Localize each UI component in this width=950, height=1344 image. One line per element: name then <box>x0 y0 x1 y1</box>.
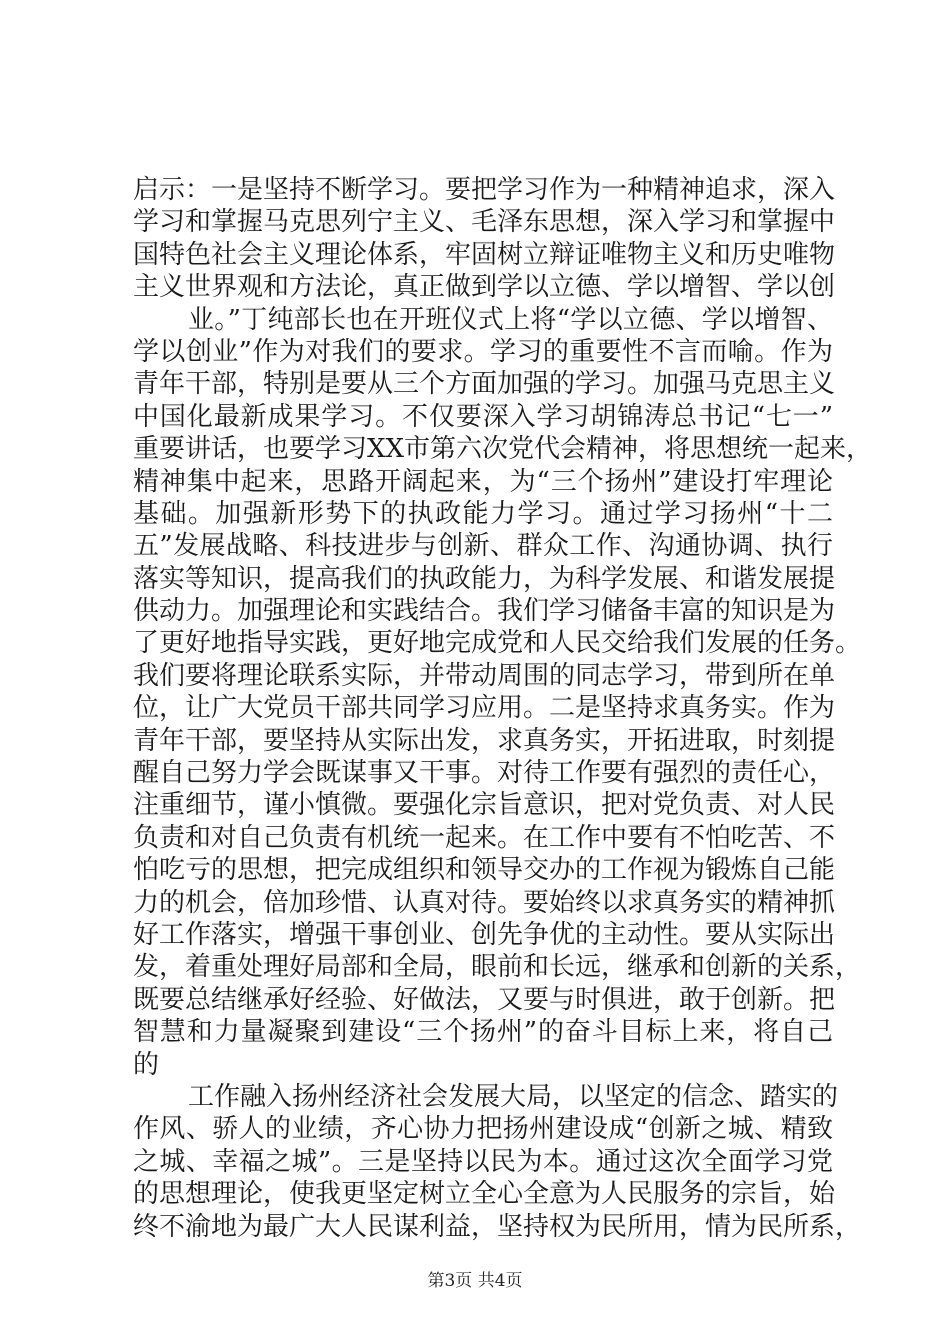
text-line: 终不渝地为最广大人民谋利益，坚持权为民所用，情为民所系， <box>133 1211 862 1242</box>
text-line: 启示：一是坚持不断学习。要把学习作为一种精神追求，深入 <box>133 175 836 205</box>
text-line: 供动力。加强理论和实践结合。我们学习储备丰富的知识是为 <box>133 596 836 627</box>
text-line: 作风、骄人的业绩，齐心协力把扬州建设成“创新之城、精致 <box>133 1114 833 1145</box>
text-line: 怕吃亏的思想，把完成组织和领导交办的工作视为锻炼自己能 <box>133 855 836 886</box>
text-line: 工作融入扬州经济社会发展大局，以坚定的信念、踏实的 <box>188 1081 839 1112</box>
text-line: 发，着重处理好局部和全局，眼前和长远，继承和创新的关系， <box>133 952 862 983</box>
text-line: 的 <box>133 1049 160 1080</box>
text-line: 基础。加强新形势下的执政能力学习。通过学习扬州“十二 <box>133 498 833 529</box>
body-text <box>133 174 873 1243</box>
text-line: 我们要将理论联系实际，并带动周围的同志学习，带到所在单 <box>133 660 836 691</box>
text-line: 好工作落实，增强干事创业、创先争优的主动性。要从实际出 <box>133 919 836 950</box>
text-line: 学以创业”作为对我们的要求。学习的重要性不言而喻。作为 <box>133 336 833 367</box>
text-line: 青年干部，特别是要从三个方面加强的学习。加强马克思主义 <box>133 369 836 400</box>
text-line: 位，让广大党员干部共同学习应用。二是坚持求真务实。作为 <box>133 693 836 724</box>
text-line: 负责和对自己负责有机统一起来。在工作中要有不怕吃苦、不 <box>133 822 836 853</box>
text-line: 落实等知识，提高我们的执政能力，为科学发展、和谐发展提 <box>133 563 836 594</box>
text-line: 既要总结继承好经验、好做法，又要与时俱进，敢于创新。把 <box>133 984 836 1015</box>
text-line: 力的机会，倍加珍惜、认真对待。要始终以求真务实的精神抓 <box>133 887 836 918</box>
text-line: 业。”丁纯部长也在开班仪式上将“学以立德、学以增智、 <box>188 304 833 335</box>
text-line: 国特色社会主义理论体系，牢固树立辩证唯物主义和历史唯物 <box>133 239 836 270</box>
text-line: 的思想理论，使我更坚定树立全心全意为人民服务的宗旨，始 <box>133 1179 836 1210</box>
text-line: 醒自己努力学会既谋事又干事。对待工作要有强烈的责任心， <box>133 758 836 789</box>
text-line: 重要讲话，也要学习XX市第六次党代会精神，将思想统一起来， <box>133 434 873 465</box>
text-line: 智慧和力量凝聚到建设“三个扬州”的奋斗目标上来，将自己 <box>133 1017 833 1048</box>
page-number-footer: 第3页 共4页 <box>427 1271 523 1291</box>
text-line: 了更好地指导实践，更好地完成党和人民交给我们发展的任务。 <box>133 628 862 659</box>
text-line: 之城、幸福之城”。三是坚持以民为本。通过这次全面学习党 <box>133 1146 833 1177</box>
text-line: 注重细节，谨小慎微。要强化宗旨意识，把对党负责、对人民 <box>133 790 836 821</box>
text-line: 中国化最新成果学习。不仅要深入学习胡锦涛总书记“七一” <box>133 401 833 432</box>
text-line: 青年干部，要坚持从实际出发，求真务实，开拓进取，时刻提 <box>133 725 836 756</box>
text-line: 学习和掌握马克思列宁主义、毛泽东思想，深入学习和掌握中 <box>133 207 836 238</box>
text-line: 五”发展战略、科技进步与创新、群众工作、沟通协调、执行 <box>133 531 833 562</box>
text-line: 精神集中起来，思路开阔起来，为“三个扬州”建设打牢理论 <box>133 466 833 497</box>
text-line: 主义世界观和方法论，真正做到学以立德、学以增智、学以创 <box>133 272 836 303</box>
